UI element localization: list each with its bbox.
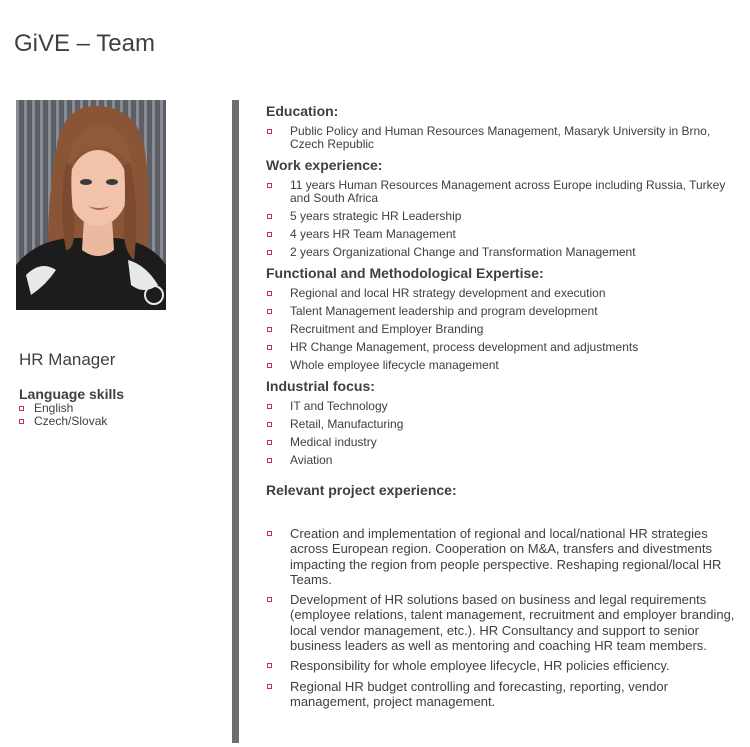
list-item: 5 years strategic HR Leadership xyxy=(266,210,736,223)
bullet-icon xyxy=(19,419,24,424)
list-item: 11 years Human Resources Management across Europe including Russia, Turkey and South Africa xyxy=(266,179,736,205)
functional-expertise-heading: Functional and Methodological Expertise: xyxy=(266,265,544,281)
bullet-icon xyxy=(267,597,272,602)
job-title: HR Manager xyxy=(19,350,116,369)
bullet-icon xyxy=(267,440,272,445)
list-item: Talent Management leadership and program development xyxy=(266,305,736,318)
work-experience-heading: Work experience: xyxy=(266,157,383,173)
profile-photo xyxy=(16,100,166,310)
functional-expertise-list xyxy=(266,287,736,372)
list-item: IT and Technology xyxy=(266,400,736,413)
list-item: Creation and implementation of regional and local/national HR strategies across European region. Cooperation on M&A, transfers and divestments impacting the region from people perspective. Reshaping regional/local HR Teams. xyxy=(266,526,736,587)
list-item: Responsibility for whole employee lifecycle, HR policies efficiency. xyxy=(266,658,736,673)
list-item: Regional and local HR strategy development and execution xyxy=(266,287,736,300)
vertical-divider xyxy=(232,100,239,743)
list-item: Aviation xyxy=(266,454,736,467)
project-experience-list xyxy=(266,526,736,709)
work-experience-list xyxy=(266,179,736,259)
bullet-icon xyxy=(267,250,272,255)
list-item: Retail, Manufacturing xyxy=(266,418,736,431)
bullet-icon xyxy=(267,232,272,237)
list-item: 2 years Organizational Change and Transformation Management xyxy=(266,246,736,259)
language-item: English xyxy=(19,402,107,415)
bullet-icon xyxy=(267,363,272,368)
bullet-icon xyxy=(267,684,272,689)
bullet-icon xyxy=(267,327,272,332)
industrial-focus-list xyxy=(266,400,736,467)
bullet-icon xyxy=(267,404,272,409)
experience-column xyxy=(266,103,736,709)
language-list xyxy=(19,402,107,428)
bullet-icon xyxy=(267,214,272,219)
page-title: GiVE – Team xyxy=(14,30,155,57)
bullet-icon xyxy=(19,406,24,411)
bullet-icon xyxy=(267,183,272,188)
bullet-icon xyxy=(267,309,272,314)
bullet-icon xyxy=(267,422,272,427)
list-item: Regional HR budget controlling and forecasting, reporting, vendor management, project management. xyxy=(266,679,736,710)
bullet-icon xyxy=(267,531,272,536)
list-item: Development of HR solutions based on business and legal requirements (employee relations, talent management, recruitment and employer branding, local vendor management, etc.). HR Consultancy and support to senior business leaders as well as mentoring and coaching HR team members. xyxy=(266,592,736,653)
industrial-focus-heading: Industrial focus: xyxy=(266,378,375,394)
list-item: HR Change Management, process development and adjustments xyxy=(266,341,736,354)
language-skills-heading: Language skills xyxy=(19,386,125,402)
bullet-icon xyxy=(267,345,272,350)
bullet-icon xyxy=(267,458,272,463)
language-item: Czech/Slovak xyxy=(19,415,107,428)
list-item: Public Policy and Human Resources Management, Masaryk University in Brno, Czech Republic xyxy=(266,125,736,151)
bullet-icon xyxy=(267,291,272,296)
list-item: Whole employee lifecycle management xyxy=(266,359,736,372)
education-heading: Education: xyxy=(266,103,339,119)
project-experience-heading: Relevant project experience: xyxy=(266,482,457,498)
bullet-icon xyxy=(267,663,272,668)
list-item: 4 years HR Team Management xyxy=(266,228,736,241)
education-list xyxy=(266,125,736,151)
list-item: Recruitment and Employer Branding xyxy=(266,323,736,336)
list-item: Medical industry xyxy=(266,436,736,449)
bullet-icon xyxy=(267,129,272,134)
